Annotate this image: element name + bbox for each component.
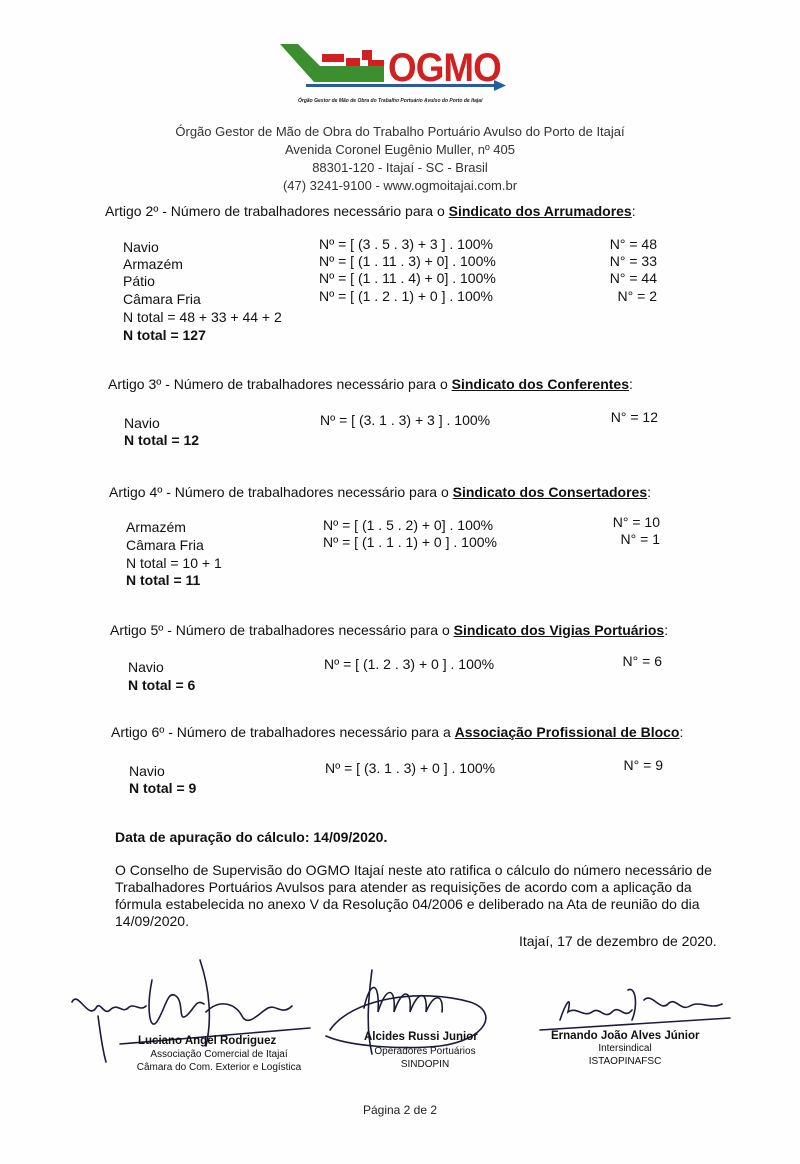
article-2-row-result: N° = 2 (617, 288, 657, 304)
article-3-row-result: N° = 12 (610, 409, 658, 425)
article-5-title: Artigo 5º - Número de trabalhadores necessário para o Sindicato dos Vigias Portuários: (110, 622, 669, 638)
article-6-title: Artigo 6º - Número de trabalhadores necessário para a Associação Profissional de Bloco: (111, 724, 684, 740)
header-postal: 88301-120 - Itajaí - SC - Brasil (312, 160, 488, 175)
article-4-row-label: Armazém (126, 519, 186, 535)
signature-2-org-secondary: SINDOPIN (400, 1059, 450, 1070)
article-4-title: Artigo 4º - Número de trabalhadores necessário para o Sindicato dos Consertadores: (109, 484, 652, 500)
article-6-row-result: N° = 9 (623, 757, 663, 773)
header-contact: (47) 3241-9100 - www.ogmoitajai.com.br (282, 178, 518, 193)
article-4-row-formula: Nº = [ (1 . 5 . 2) + 0] . 100% (323, 517, 494, 533)
signature-1-org-secondary: Câmara do Com. Exterior e Logística (136, 1062, 302, 1073)
article-2-row-label: Câmara Fria (123, 291, 201, 307)
article-4-row-formula: Nº = [ (1 . 1 . 1) + 0 ] . 100% (323, 534, 497, 550)
article-2-total: N total = 127 (123, 327, 206, 343)
article-5-row-formula: Nº = [ (1. 2 . 3) + 0 ] . 100% (324, 656, 495, 672)
article-2-row-label: Armazém (123, 256, 183, 272)
article-2-row-formula: Nº = [ (1 . 11 . 3) + 0] . 100% (319, 253, 496, 269)
ratification-paragraph: O Conselho de Supervisão do OGMO Itajaí neste ato ratifica o cálculo do número necessário de Trabalhadores Portuários Avulsos para atender as requisições de acordo com a aplicação da fórmula estabelecida no anexo V da Resolução 04/2006 e deliberado na Ata de reunião do dia 14/09/2020. (115, 862, 712, 929)
article-4-total: N total = 11 (126, 572, 201, 588)
article-6-entity: Associação Profissional de Bloco (454, 724, 680, 740)
header-organization: Órgão Gestor de Mão de Obra do Trabalho Portuário Avulso do Porto de Itajaí (175, 124, 625, 139)
article-2-row-label: Navio (123, 239, 159, 255)
signature-1-org: Associação Comercial de Itajaí (150, 1049, 288, 1060)
article-6-row-formula: Nº = [ (3. 1 . 3) + 0 ] . 100% (325, 760, 496, 776)
article-4-entity: Sindicato dos Consertadores (452, 484, 648, 500)
article-4-row-label: Câmara Fria (126, 537, 204, 553)
article-2-sum: N total = 48 + 33 + 44 + 2 (123, 309, 282, 325)
ogmo-logo (280, 40, 520, 110)
article-3-row-formula: Nº = [ (3. 1 . 3) + 3 ] . 100% (320, 412, 491, 428)
article-6-total: N total = 9 (129, 780, 197, 796)
header-address: Avenida Coronel Eugênio Muller, nº 405 (285, 142, 515, 157)
article-6-row-label: Navio (129, 763, 165, 779)
article-2-row-label: Pátio (123, 273, 155, 289)
article-4-row-result: N° = 1 (620, 531, 660, 547)
calculation-date: Data de apuração do cálculo: 14/09/2020. (115, 829, 388, 845)
article-4-row-result: N° = 10 (612, 514, 660, 530)
article-2-row-formula: Nº = [ (1 . 2 . 1) + 0 ] . 100% (319, 288, 493, 304)
logo-tagline: Órgão Gestor de Mão de Obra do Trabalho Portuário Avulso do Porto de Itajaí (298, 98, 483, 104)
article-2-title: Artigo 2º - Número de trabalhadores necessário para o Sindicato dos Arrumadores: (105, 203, 636, 219)
article-2-row-result: N° = 48 (609, 236, 657, 252)
signature-1-name: Luciano Angel Rodriguez (138, 1035, 277, 1047)
article-2-row-result: N° = 44 (609, 270, 657, 286)
place-date: Itajaí, 17 de dezembro de 2020. (519, 933, 717, 949)
signature-2-org: Operadores Portuários (374, 1046, 476, 1057)
article-2-row-result: N° = 33 (609, 253, 657, 269)
signature-3-org: Intersindical (598, 1043, 652, 1054)
article-2-entity: Sindicato dos Arrumadores (448, 203, 632, 219)
logo-wordmark: OGMO (388, 46, 501, 90)
article-3-title: Artigo 3º - Número de trabalhadores necessário para o Sindicato dos Conferentes: (108, 376, 633, 392)
article-5-entity: Sindicato dos Vigias Portuários (453, 622, 665, 638)
page-number: Página 2 de 2 (362, 1103, 438, 1117)
article-3-entity: Sindicato dos Conferentes (451, 376, 629, 392)
article-3-total: N total = 12 (124, 432, 200, 448)
article-4-sum: N total = 10 + 1 (126, 555, 222, 571)
article-5-row-result: N° = 6 (622, 653, 662, 669)
signature-3-name: Ernando João Alves Júnior (551, 1030, 700, 1042)
article-2-row-formula: Nº = [ (1 . 11 . 4) + 0] . 100% (319, 270, 496, 286)
signature-2-name: Alcides Russi Junior (364, 1031, 478, 1043)
article-2-row-formula: Nº = [ (3 . 5 . 3) + 3 ] . 100% (319, 236, 493, 252)
article-5-total: N total = 6 (128, 677, 196, 693)
signature-3-org-secondary: ISTAOPINAFSC (588, 1056, 662, 1067)
article-3-row-label: Navio (124, 415, 160, 431)
article-5-row-label: Navio (128, 659, 164, 675)
